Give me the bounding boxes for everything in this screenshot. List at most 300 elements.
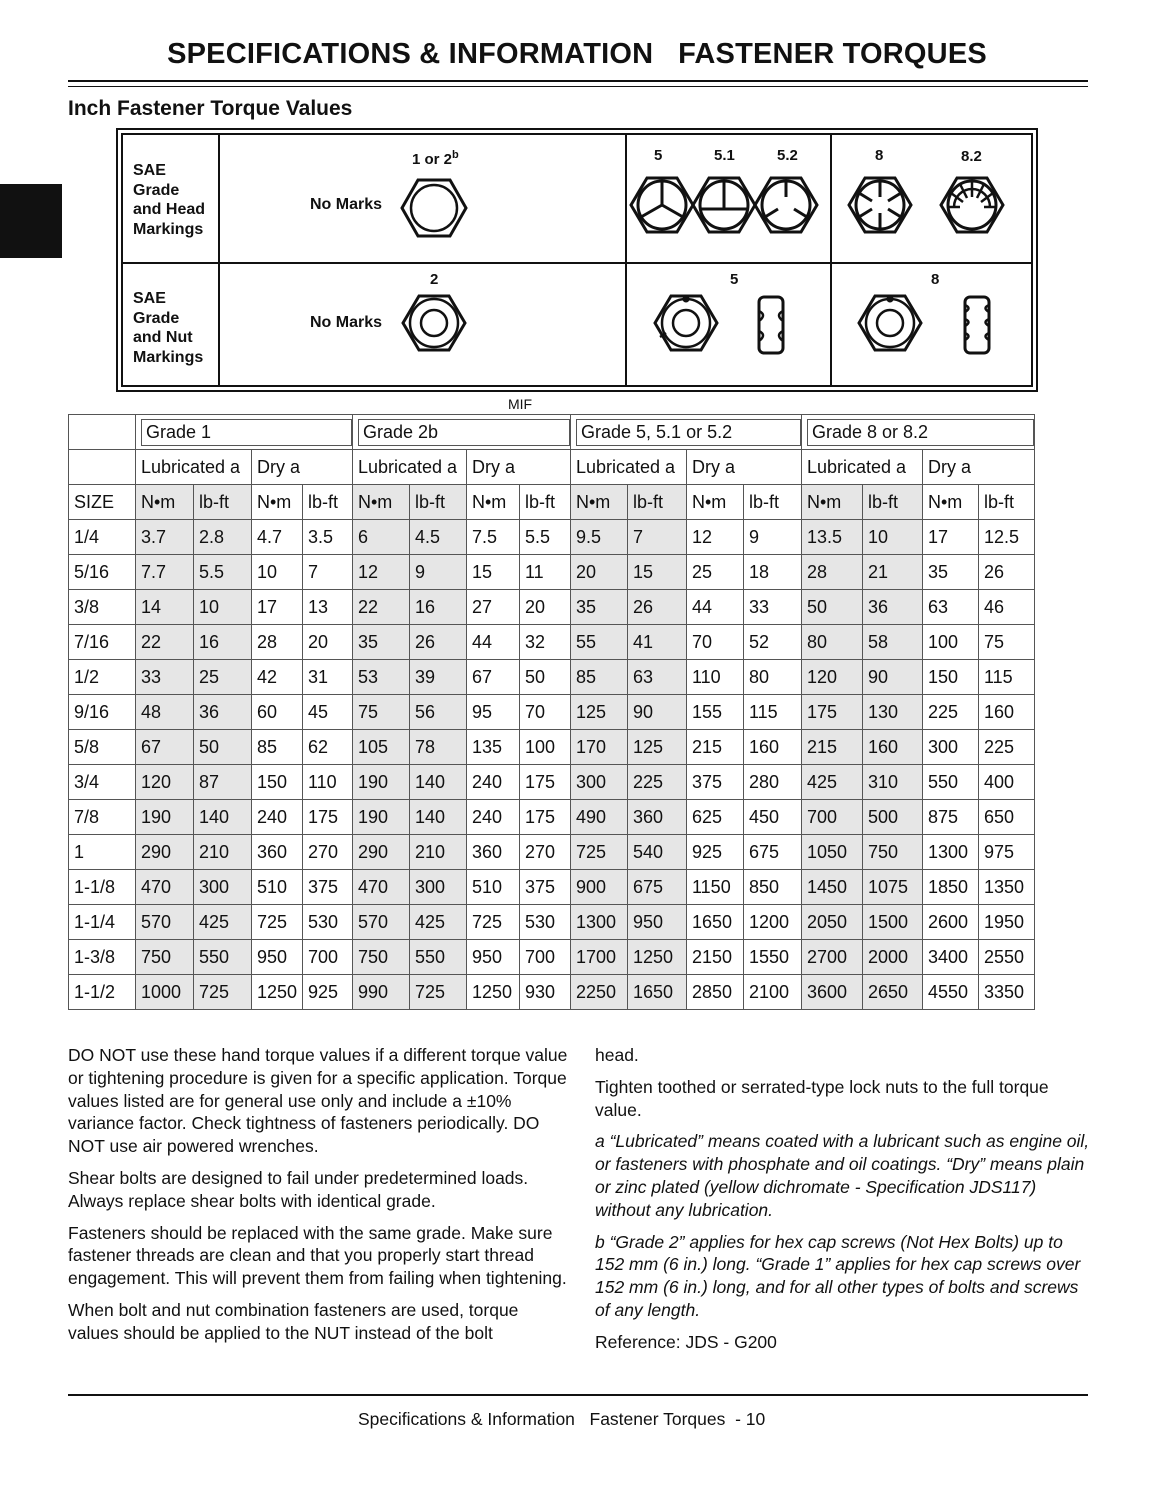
head-grade-5-label: 5	[654, 147, 663, 164]
size-cell: 3/4	[69, 765, 136, 800]
note-paragraph: When bolt and nut combination fasteners are used, torque values should be applied to the NUT instead of the bolt	[68, 1299, 519, 1343]
torque-cell: 1500	[863, 905, 923, 940]
condition-header-cell: Dry a	[467, 450, 571, 485]
notes-left-column	[68, 1044, 568, 1354]
torque-cell: 46	[979, 590, 1035, 625]
torque-cell: 1650	[687, 905, 744, 940]
torque-cell: 300	[410, 870, 467, 905]
torque-cell: 100	[923, 625, 979, 660]
torque-cell: 155	[687, 695, 744, 730]
torque-cell: 95	[467, 695, 520, 730]
table-row	[69, 730, 1035, 765]
torque-cell: 530	[303, 905, 353, 940]
torque-cell: 115	[744, 695, 802, 730]
torque-cell: 750	[353, 940, 410, 975]
torque-cell: 1050	[802, 835, 863, 870]
torque-cell: 17	[923, 520, 979, 555]
torque-cell: 2100	[744, 975, 802, 1010]
table-row	[69, 835, 1035, 870]
torque-cell: 33	[744, 590, 802, 625]
torque-cell: 18	[744, 555, 802, 590]
torque-cell: 700	[520, 940, 571, 975]
torque-cell: 67	[467, 660, 520, 695]
torque-cell: 550	[194, 940, 252, 975]
torque-cell: 115	[979, 660, 1035, 695]
torque-cell: 950	[467, 940, 520, 975]
torque-cell: 2650	[863, 975, 923, 1010]
note-paragraph: Tighten toothed or serrated-type lock nuts to the full torque value.	[595, 1076, 1049, 1120]
unit-header-cell: lb-ft	[194, 485, 252, 520]
torque-cell: 1250	[467, 975, 520, 1010]
torque-cell: 3350	[979, 975, 1035, 1010]
torque-cell: 90	[863, 660, 923, 695]
size-cell: 3/8	[69, 590, 136, 625]
torque-cell: 130	[863, 695, 923, 730]
torque-cell: 44	[467, 625, 520, 660]
torque-cell: 270	[520, 835, 571, 870]
torque-cell: 290	[136, 835, 194, 870]
torque-cell: 26	[628, 590, 687, 625]
torque-cell: 16	[194, 625, 252, 660]
table-row	[69, 765, 1035, 800]
header-rule-bottom	[68, 86, 1088, 87]
torque-cell: 925	[687, 835, 744, 870]
nut-markings-label: SAE Grade and Nut Markings	[133, 290, 204, 366]
torque-cell: 750	[136, 940, 194, 975]
torque-cell: 190	[353, 800, 410, 835]
torque-cell: 22	[353, 590, 410, 625]
bolt-head-grade-52-icon	[753, 173, 819, 237]
torque-cell: 375	[303, 870, 353, 905]
side-tab-marker	[0, 184, 62, 258]
header-rule-top	[68, 80, 1088, 82]
torque-cell: 875	[923, 800, 979, 835]
head-grade-8-label: 8	[875, 147, 884, 164]
torque-cell: 67	[136, 730, 194, 765]
unit-header-cell: lb-ft	[303, 485, 353, 520]
torque-cell: 42	[252, 660, 303, 695]
torque-cell: 5.5	[194, 555, 252, 590]
nut-grade-5-label: 5	[730, 271, 739, 288]
bolt-head-grade-1-icon	[399, 175, 469, 241]
torque-cell: 44	[687, 590, 744, 625]
torque-cell: 12	[687, 520, 744, 555]
size-cell: 1-1/8	[69, 870, 136, 905]
unit-header-cell: lb-ft	[744, 485, 802, 520]
torque-cell: 2150	[687, 940, 744, 975]
torque-cell: 9.5	[571, 520, 628, 555]
torque-cell: 35	[923, 555, 979, 590]
torque-cell: 11	[520, 555, 571, 590]
torque-cell: 26	[979, 555, 1035, 590]
torque-cell: 41	[628, 625, 687, 660]
nut-grade-8-side-icon	[959, 293, 995, 357]
size-cell: 9/16	[69, 695, 136, 730]
torque-cell: 725	[571, 835, 628, 870]
torque-cell: 425	[194, 905, 252, 940]
size-cell: 1-1/2	[69, 975, 136, 1010]
table-row	[69, 555, 1035, 590]
torque-cell: 675	[628, 870, 687, 905]
torque-cell: 75	[353, 695, 410, 730]
torque-table	[68, 414, 1035, 1010]
note-paragraph: Fasteners should be replaced with the same grade. Make sure fastener threads are clean and that you properly start thread engagement. This will prevent them from failing when tightening.	[68, 1222, 567, 1289]
head-grade-1-label: 1 or 2$^b$	[412, 149, 459, 168]
torque-cell: 725	[252, 905, 303, 940]
torque-cell: 100	[520, 730, 571, 765]
torque-cell: 13	[303, 590, 353, 625]
torque-cell: 1250	[252, 975, 303, 1010]
torque-cell: 50	[802, 590, 863, 625]
torque-cell: 550	[923, 765, 979, 800]
torque-cell: 375	[687, 765, 744, 800]
torque-cell: 570	[136, 905, 194, 940]
torque-cell: 700	[802, 800, 863, 835]
torque-cell: 1350	[979, 870, 1035, 905]
torque-cell: 20	[303, 625, 353, 660]
grade-header-cell: Grade 1	[136, 415, 353, 450]
torque-cell: 175	[520, 765, 571, 800]
unit-header-cell: lb-ft	[410, 485, 467, 520]
torque-cell: 90	[628, 695, 687, 730]
torque-cell: 270	[303, 835, 353, 870]
torque-cell: 500	[863, 800, 923, 835]
torque-cell: 63	[923, 590, 979, 625]
torque-cell: 570	[353, 905, 410, 940]
table-row	[69, 905, 1035, 940]
torque-cell: 1700	[571, 940, 628, 975]
condition-header-cell: Dry a	[252, 450, 353, 485]
torque-cell: 225	[923, 695, 979, 730]
torque-cell: 2000	[863, 940, 923, 975]
torque-cell: 210	[410, 835, 467, 870]
torque-cell: 3400	[923, 940, 979, 975]
torque-cell: 87	[194, 765, 252, 800]
torque-cell: 4.7	[252, 520, 303, 555]
grade-header-row	[69, 415, 1035, 450]
unit-header-cell: lb-ft	[979, 485, 1035, 520]
torque-cell: 50	[520, 660, 571, 695]
torque-cell: 950	[252, 940, 303, 975]
torque-cell: 7.7	[136, 555, 194, 590]
figure-caption: MIF	[508, 396, 533, 412]
torque-cell: 15	[467, 555, 520, 590]
torque-cell: 425	[802, 765, 863, 800]
bolt-head-grade-51-icon	[691, 173, 757, 237]
torque-cell: 10	[252, 555, 303, 590]
torque-cell: 135	[467, 730, 520, 765]
size-cell: 7/16	[69, 625, 136, 660]
reference-note: Reference: JDS - G200	[595, 1331, 777, 1352]
condition-header-cell: Lubricated a	[353, 450, 467, 485]
torque-cell: 85	[252, 730, 303, 765]
torque-cell: 32	[520, 625, 571, 660]
torque-cell: 470	[136, 870, 194, 905]
torque-cell: 105	[353, 730, 410, 765]
torque-cell: 7	[628, 520, 687, 555]
torque-cell: 425	[410, 905, 467, 940]
unit-header-cell: lb-ft	[628, 485, 687, 520]
head-grade-51-label: 5.1	[714, 147, 735, 164]
torque-cell: 3.7	[136, 520, 194, 555]
notes-right-column	[595, 1044, 1090, 1363]
torque-cell: 1450	[802, 870, 863, 905]
size-cell: 5/8	[69, 730, 136, 765]
torque-cell: 140	[410, 765, 467, 800]
torque-cell: 1300	[571, 905, 628, 940]
unit-header-cell: N•m	[571, 485, 628, 520]
torque-cell: 140	[194, 800, 252, 835]
torque-cell: 14	[136, 590, 194, 625]
torque-cell: 510	[252, 870, 303, 905]
condition-header-cell: Lubricated a	[802, 450, 923, 485]
torque-cell: 12	[353, 555, 410, 590]
torque-cell: 140	[410, 800, 467, 835]
torque-cell: 80	[802, 625, 863, 660]
torque-cell: 7	[303, 555, 353, 590]
torque-cell: 170	[571, 730, 628, 765]
torque-cell: 48	[136, 695, 194, 730]
nut-no-marks: No Marks	[310, 314, 383, 331]
torque-cell: 10	[863, 520, 923, 555]
torque-cell: 36	[863, 590, 923, 625]
torque-cell: 13.5	[802, 520, 863, 555]
bolt-head-grade-82-icon	[939, 173, 1005, 237]
torque-cell: 17	[252, 590, 303, 625]
torque-cell: 2250	[571, 975, 628, 1010]
note-paragraph: head.	[595, 1045, 639, 1065]
size-cell: 1-3/8	[69, 940, 136, 975]
unit-header-cell: N•m	[802, 485, 863, 520]
torque-cell: 375	[520, 870, 571, 905]
grade-header-cell: Grade 5, 5.1 or 5.2	[571, 415, 802, 450]
corner-cell	[69, 415, 136, 450]
torque-cell: 900	[571, 870, 628, 905]
torque-cell: 550	[410, 940, 467, 975]
torque-cell: 110	[687, 660, 744, 695]
torque-cell: 12.5	[979, 520, 1035, 555]
torque-cell: 62	[303, 730, 353, 765]
torque-cell: 1850	[923, 870, 979, 905]
torque-cell: 675	[744, 835, 802, 870]
torque-cell: 540	[628, 835, 687, 870]
torque-cell: 110	[303, 765, 353, 800]
condition-header-row	[69, 450, 1035, 485]
nut-grade-8-icon	[857, 292, 923, 354]
torque-cell: 210	[194, 835, 252, 870]
head-no-marks: No Marks	[310, 196, 383, 213]
torque-cell: 85	[571, 660, 628, 695]
torque-cell: 360	[252, 835, 303, 870]
torque-cell: 190	[136, 800, 194, 835]
footer-rule	[68, 1394, 1088, 1396]
unit-header-cell: lb-ft	[863, 485, 923, 520]
footer-text: Specifications & Information Fastener Torques - 10	[358, 1409, 766, 1429]
page-title: SPECIFICATIONS & INFORMATION FASTENER TORQUES	[167, 38, 987, 70]
torque-cell: 625	[687, 800, 744, 835]
torque-cell: 4.5	[410, 520, 467, 555]
torque-cell: 975	[979, 835, 1035, 870]
torque-cell: 240	[467, 765, 520, 800]
note-paragraph: Shear bolts are designed to fail under predetermined loads. Always replace shear bolts with identical grade.	[68, 1167, 529, 1211]
torque-cell: 925	[303, 975, 353, 1010]
torque-cell: 1200	[744, 905, 802, 940]
condition-header-cell: Dry a	[923, 450, 1035, 485]
torque-cell: 1250	[628, 940, 687, 975]
torque-cell: 45	[303, 695, 353, 730]
torque-cell: 175	[802, 695, 863, 730]
torque-cell: 215	[802, 730, 863, 765]
unit-header-cell: N•m	[923, 485, 979, 520]
torque-cell: 150	[252, 765, 303, 800]
table-row	[69, 975, 1035, 1010]
torque-cell: 280	[744, 765, 802, 800]
torque-cell: 530	[520, 905, 571, 940]
torque-cell: 1550	[744, 940, 802, 975]
torque-cell: 55	[571, 625, 628, 660]
torque-cell: 360	[467, 835, 520, 870]
torque-cell: 60	[252, 695, 303, 730]
torque-cell: 26	[410, 625, 467, 660]
torque-cell: 990	[353, 975, 410, 1010]
table-row	[69, 625, 1035, 660]
note-paragraph: DO NOT use these hand torque values if a different torque value or tightening procedure is given for a specific application. Torque values listed are for general use only and include a ±10% variance factor. Check tightness of fasteners periodically. DO NOT use air powered wrenches.	[68, 1045, 568, 1157]
nut-grade-2-icon	[401, 292, 467, 354]
units-header-row	[69, 485, 1035, 520]
torque-cell: 1150	[687, 870, 744, 905]
torque-cell: 3600	[802, 975, 863, 1010]
torque-cell: 27	[467, 590, 520, 625]
torque-cell: 120	[136, 765, 194, 800]
torque-cell: 56	[410, 695, 467, 730]
unit-header-cell: N•m	[687, 485, 744, 520]
torque-cell: 3.5	[303, 520, 353, 555]
torque-cell: 39	[410, 660, 467, 695]
torque-cell: 725	[410, 975, 467, 1010]
torque-cell: 20	[520, 590, 571, 625]
unit-header-cell: N•m	[353, 485, 410, 520]
torque-cell: 58	[863, 625, 923, 660]
torque-cell: 175	[520, 800, 571, 835]
torque-cell: 20	[571, 555, 628, 590]
section-title: Inch Fastener Torque Values	[68, 97, 353, 120]
torque-cell: 5.5	[520, 520, 571, 555]
torque-cell: 725	[467, 905, 520, 940]
torque-cell: 7.5	[467, 520, 520, 555]
torque-cell: 15	[628, 555, 687, 590]
size-cell: 1/2	[69, 660, 136, 695]
torque-cell: 2050	[802, 905, 863, 940]
table-row	[69, 660, 1035, 695]
torque-cell: 160	[979, 695, 1035, 730]
torque-cell: 225	[979, 730, 1035, 765]
torque-cell: 300	[571, 765, 628, 800]
torque-cell: 490	[571, 800, 628, 835]
torque-cell: 650	[979, 800, 1035, 835]
torque-cell: 1000	[136, 975, 194, 1010]
torque-cell: 120	[802, 660, 863, 695]
table-row	[69, 800, 1035, 835]
condition-header-cell: Lubricated a	[571, 450, 687, 485]
torque-cell: 1950	[979, 905, 1035, 940]
torque-cell: 400	[979, 765, 1035, 800]
torque-cell: 16	[410, 590, 467, 625]
head-markings-label: SAE Grade and Head Markings	[133, 162, 206, 238]
torque-cell: 700	[303, 940, 353, 975]
torque-cell: 225	[628, 765, 687, 800]
torque-cell: 125	[628, 730, 687, 765]
condition-header-cell: Lubricated a	[136, 450, 252, 485]
torque-cell: 70	[520, 695, 571, 730]
torque-cell: 2850	[687, 975, 744, 1010]
nut-grade-2-label: 2	[430, 271, 439, 288]
size-cell: 1/4	[69, 520, 136, 555]
markings-box	[116, 128, 1038, 392]
torque-cell: 9	[744, 520, 802, 555]
torque-cell: 75	[979, 625, 1035, 660]
head-grade-52-label: 5.2	[777, 147, 798, 164]
unit-header-cell: N•m	[136, 485, 194, 520]
torque-cell: 160	[863, 730, 923, 765]
torque-cell: 215	[687, 730, 744, 765]
torque-cell: 2600	[923, 905, 979, 940]
torque-cell: 10	[194, 590, 252, 625]
torque-cell: 290	[353, 835, 410, 870]
torque-cell: 6	[353, 520, 410, 555]
torque-cell: 70	[687, 625, 744, 660]
table-row	[69, 940, 1035, 975]
torque-cell: 2700	[802, 940, 863, 975]
torque-cell: 360	[628, 800, 687, 835]
torque-cell: 80	[744, 660, 802, 695]
torque-cell: 52	[744, 625, 802, 660]
footnote-b: b “Grade 2” applies for hex cap screws (Not Hex Bolts) up to 152 mm (6 in.) long. “Grade 1” applies for hex cap screws over 152 mm (6 in.) long, and for all other types of bolts and screws of any length.	[595, 1231, 1081, 1320]
table-row	[69, 520, 1035, 555]
unit-header-cell: lb-ft	[520, 485, 571, 520]
torque-cell: 160	[744, 730, 802, 765]
unit-header-cell: N•m	[252, 485, 303, 520]
torque-cell: 35	[353, 625, 410, 660]
table-row	[69, 870, 1035, 905]
torque-cell: 22	[136, 625, 194, 660]
bolt-head-grade-5-icon	[629, 173, 695, 237]
footnote-a: a “Lubricated” means coated with a lubricant such as engine oil, or fasteners with phosphate and oil coatings. “Dry” means plain or zinc plated (yellow dichromate - Specification JDS117) without any lubrication.	[595, 1131, 1090, 1220]
torque-cell: 300	[923, 730, 979, 765]
size-cell: 7/8	[69, 800, 136, 835]
torque-cell: 930	[520, 975, 571, 1010]
torque-cell: 78	[410, 730, 467, 765]
grade-header-cell: Grade 2b	[353, 415, 571, 450]
torque-cell: 125	[571, 695, 628, 730]
size-cell: 1-1/4	[69, 905, 136, 940]
torque-cell: 850	[744, 870, 802, 905]
torque-cell: 9	[410, 555, 467, 590]
torque-cell: 53	[353, 660, 410, 695]
unit-header-cell: N•m	[467, 485, 520, 520]
torque-cell: 240	[252, 800, 303, 835]
torque-cell: 1075	[863, 870, 923, 905]
torque-cell: 35	[571, 590, 628, 625]
torque-cell: 36	[194, 695, 252, 730]
table-row	[69, 695, 1035, 730]
torque-cell: 150	[923, 660, 979, 695]
torque-cell: 240	[467, 800, 520, 835]
torque-cell: 510	[467, 870, 520, 905]
head-grade-82-label: 8.2	[961, 148, 982, 165]
torque-cell: 1300	[923, 835, 979, 870]
torque-cell: 33	[136, 660, 194, 695]
torque-cell: 450	[744, 800, 802, 835]
